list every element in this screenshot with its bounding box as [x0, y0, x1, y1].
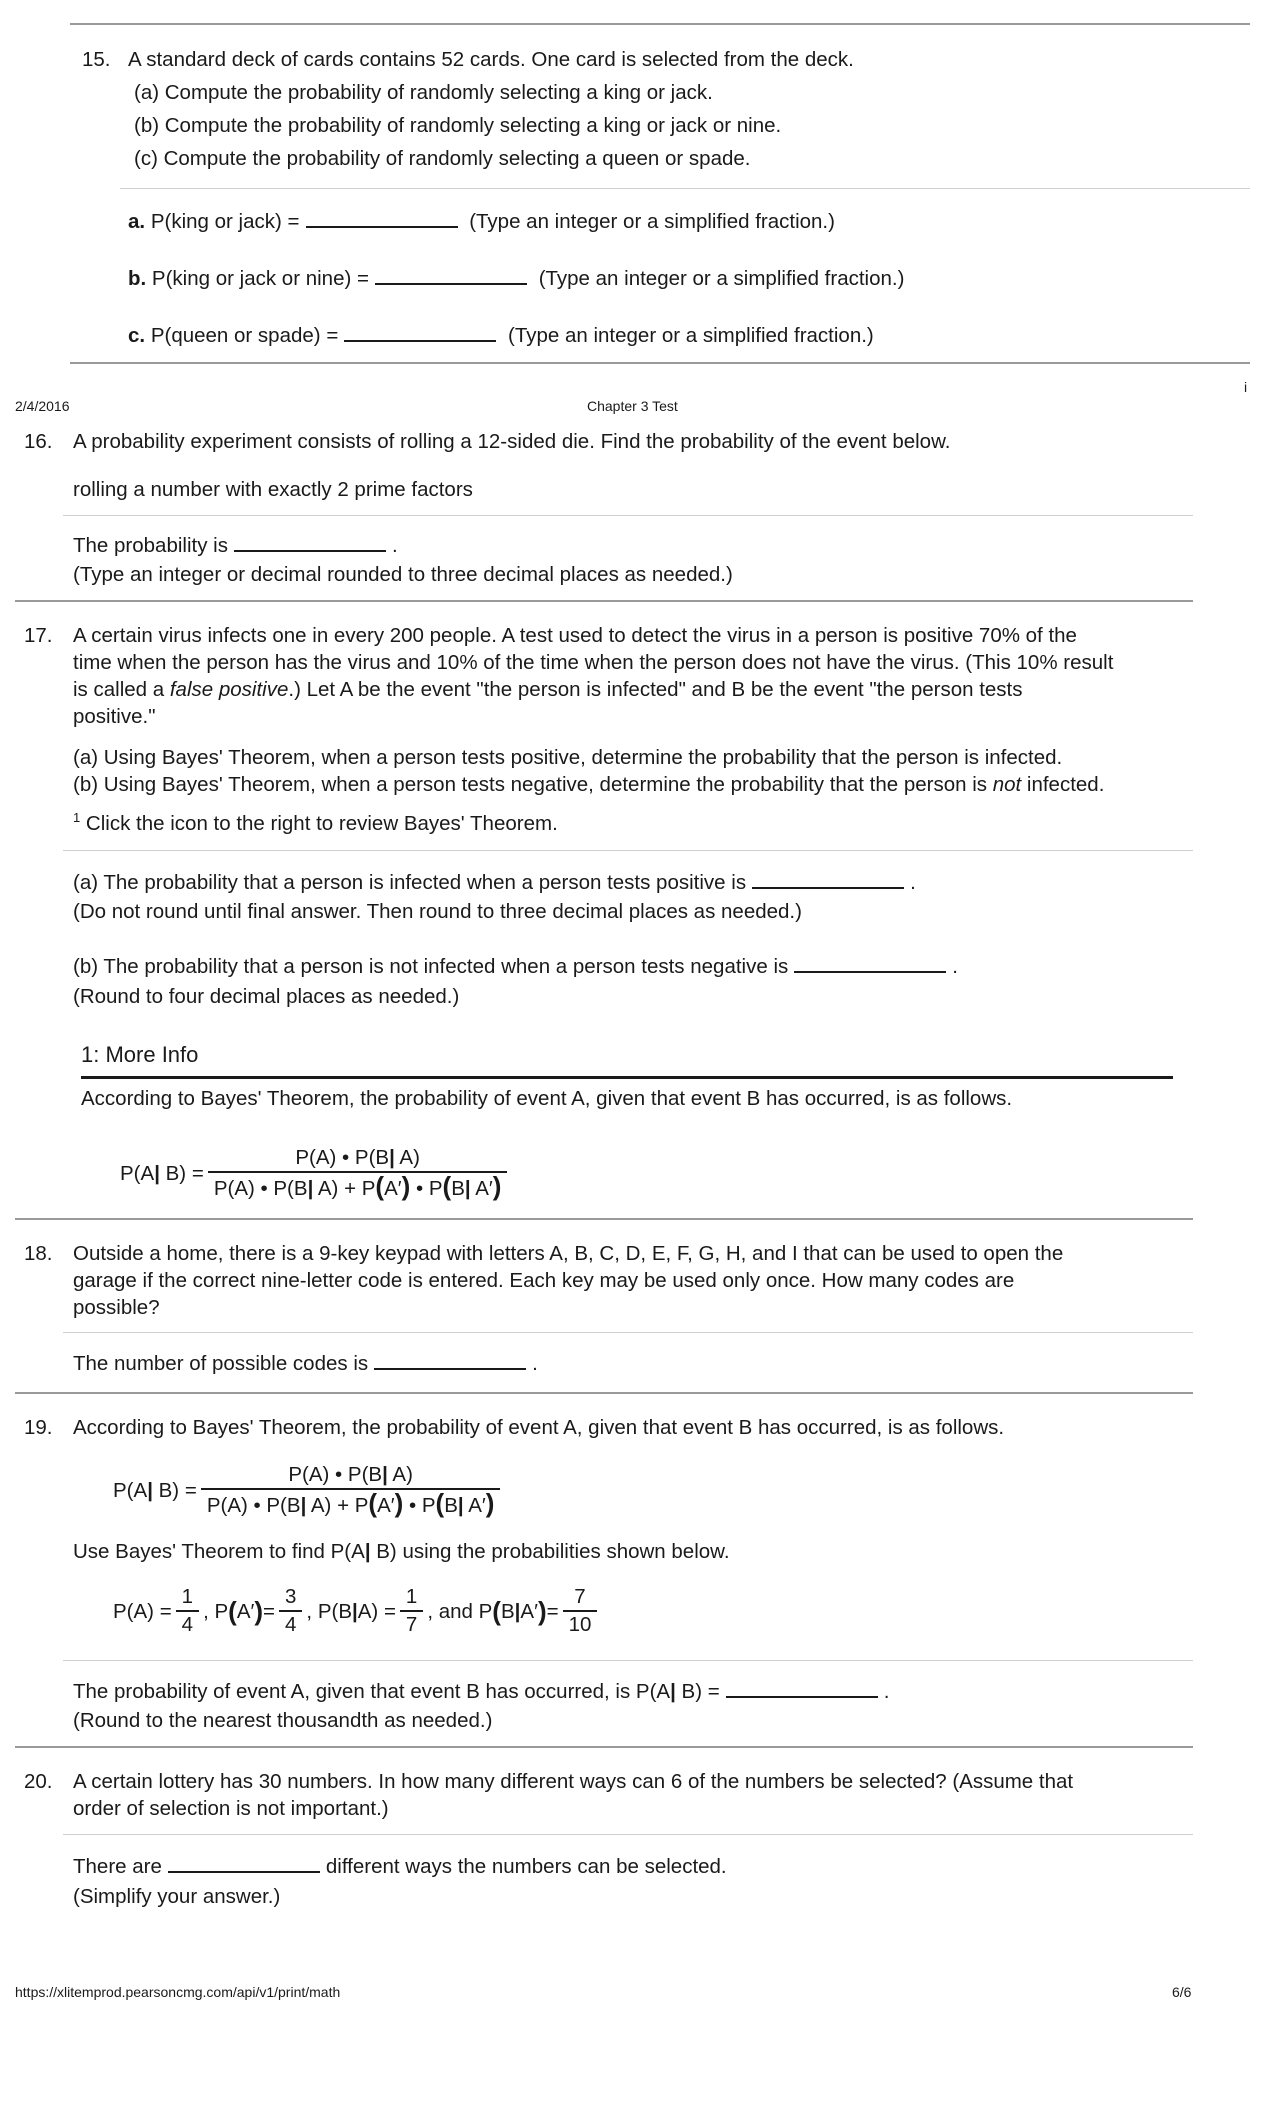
q15-answer-c-expr: P(queen or spade) = — [150, 324, 339, 347]
q15-answer-c — [128, 320, 874, 349]
more-info-title: 1: More Info — [81, 1042, 199, 1067]
q15-answer-b — [128, 263, 904, 292]
q16-answer-prefix: The probability is — [73, 534, 228, 557]
page-title: Chapter 3 Test — [587, 398, 678, 414]
frac-pa: $\frac{1}{4}$ — [176, 1584, 199, 1638]
q17-part-b — [73, 771, 1104, 798]
q17-footnote[interactable] — [73, 810, 558, 837]
q18-number: 18. — [24, 1242, 53, 1265]
q17-answer-b — [73, 951, 958, 980]
q17-answer-a-hint: (Do not round until final answer. Then round to three decimal places as needed.) — [73, 900, 802, 923]
q15-answer-a-expr: P(king or jack) = — [150, 210, 300, 233]
q20-hint: (Simplify your answer.) — [73, 1885, 281, 1908]
edge-mark: i — [1244, 379, 1248, 395]
q15-answer-c-label: c. — [128, 324, 146, 347]
q19-divider — [63, 1660, 1193, 1661]
q17-part-b-post: infected. — [1021, 773, 1105, 796]
q19-hint: (Round to the nearest thousandth as needed.) — [73, 1709, 493, 1732]
q16-stem: A probability experiment consists of rolling a 12-sided die. Find the probability of the event below. — [73, 430, 951, 453]
formula-fraction — [201, 1462, 501, 1519]
q15-answer-a-input[interactable] — [306, 206, 458, 228]
formula-denominator: P(A) • P(B| A) + P(A′) • P(B| A′) — [201, 1488, 501, 1519]
q18-divider — [63, 1332, 1193, 1333]
q20-stem-line-1: A certain lottery has 30 numbers. In how many different ways can 6 of the numbers be selected? (Assume that — [73, 1770, 1074, 1793]
q18-answer-input[interactable] — [374, 1348, 526, 1370]
top-rule — [70, 23, 1250, 25]
q17-stem-line-1: A certain virus infects one in every 200 people. A test used to detect the virus in a person is positive 70% of the — [73, 624, 1077, 647]
q20-stem-line-2: order of selection is not important.) — [73, 1797, 389, 1820]
q16-answer — [73, 530, 398, 559]
q17-footnote-text: Click the icon to the right to review Bayes' Theorem. — [80, 812, 558, 835]
q17-stem-line-2: time when the person has the virus and 10% of the time when the person does not have the virus. (This 10% result — [73, 651, 1114, 674]
q15-answer-c-input[interactable] — [344, 320, 496, 342]
q16-answer-input[interactable] — [234, 530, 386, 552]
q16-answer-suffix: . — [391, 534, 398, 557]
q16-number: 16. — [24, 430, 53, 453]
q18-end-rule — [15, 1392, 1193, 1394]
formula-numerator: P(A) • P(B| A) — [295, 1145, 420, 1169]
footer-page-number: 6/6 — [1172, 1984, 1192, 2000]
q15-answer-c-hint: (Type an integer or a simplified fraction.) — [508, 324, 874, 347]
q15-answer-a-label: a. — [128, 210, 146, 233]
q17-footnote-mark: 1 — [73, 810, 81, 826]
formula-lhs: P(A| B) = — [120, 1161, 204, 1185]
bayes-formula-q19 — [113, 1450, 504, 1530]
q16-divider — [63, 515, 1193, 516]
q15-answer-b-input[interactable] — [375, 263, 527, 285]
q18-answer — [73, 1348, 538, 1377]
q17-end-rule — [15, 1218, 1193, 1220]
q17-answer-a-input[interactable] — [752, 867, 904, 889]
q19-given-probabilities: P(A) = $\frac{1}{4}$ , P ( A′ ) = $\frac{3}{4}$ , P(B | A) = $\frac{1}{7}$ , and P ( B | A′ ) = $\frac{7}{10}$ — [113, 1575, 601, 1647]
q15-answer-a — [128, 206, 835, 235]
q18-answer-suffix: . — [532, 1352, 538, 1375]
q15-answer-b-label: b. — [128, 267, 147, 290]
q19-stem: According to Bayes' Theorem, the probability of event A, given that event B has occurred, is as follows. — [73, 1416, 1005, 1439]
q17-answer-b-input[interactable] — [794, 951, 946, 973]
q17-answer-b-hint: (Round to four decimal places as needed.) — [73, 985, 460, 1008]
q17-answer-a-period: . — [910, 871, 916, 894]
q17-answer-b-text: (b) The probability that a person is not infected when a person tests negative is — [73, 955, 789, 978]
q15-end-rule — [70, 362, 1250, 364]
q15-answer-b-expr: P(king or jack or nine) = — [151, 267, 369, 290]
q15-stem: A standard deck of cards contains 52 cards. One card is selected from the deck. — [128, 48, 854, 71]
q17-stem-line-3b: .) Let A be the event "the person is infected" and B be the event "the person tests — [288, 678, 1023, 701]
q15-number: 15. — [82, 48, 111, 71]
q18-stem-line-3: possible? — [73, 1296, 160, 1319]
frac-pba: $\frac{1}{7}$ — [400, 1584, 423, 1638]
q17-part-a: (a) Using Bayes' Theorem, when a person tests positive, determine the probability that the person is infected. — [73, 746, 1063, 769]
q15-part-a: (a) Compute the probability of randomly selecting a king or jack. — [134, 81, 713, 104]
q19-answer: The probability of event A, given that event B has occurred, is P(A| B) = . — [73, 1676, 889, 1705]
q17-stem-line-3 — [73, 676, 1023, 703]
q17-stem-line-4: positive." — [73, 705, 156, 728]
q15-divider — [120, 188, 1250, 189]
q20-number: 20. — [24, 1770, 53, 1793]
footer-url[interactable]: https://xlitemprod.pearsoncmg.com/api/v1/print/math — [15, 1984, 341, 2000]
q16-hint: (Type an integer or decimal rounded to three decimal places as needed.) — [73, 563, 733, 586]
q17-number: 17. — [24, 624, 53, 647]
q19-end-rule — [15, 1746, 1193, 1748]
q20-answer-input[interactable] — [168, 1851, 320, 1873]
q16-end-rule — [15, 600, 1193, 602]
more-info-rule — [81, 1076, 1173, 1079]
more-info-text: According to Bayes' Theorem, the probability of event A, given that event B has occurred, is as follows. — [81, 1087, 1013, 1110]
q19-number: 19. — [24, 1416, 53, 1439]
q17-answer-b-period: . — [952, 955, 958, 978]
q16-event: rolling a number with exactly 2 prime factors — [73, 478, 473, 501]
q17-part-b-em: not — [992, 773, 1022, 796]
formula-denominator: P(A) • P(B| A) + P(A′) • P(B| A′) — [208, 1171, 508, 1202]
q15-answer-b-hint: (Type an integer or a simplified fraction.) — [538, 267, 905, 290]
q17-answer-a-text: (a) The probability that a person is infected when a person tests positive is — [73, 871, 747, 894]
q17-stem-line-3a: is called a — [73, 678, 170, 701]
frac-paprime: $\frac{3}{4}$ — [279, 1584, 302, 1638]
q15-part-b: (b) Compute the probability of randomly selecting a king or jack or nine. — [134, 114, 782, 137]
q18-stem-line-2: garage if the correct nine-letter code is entered. Each key may be used only once. How many codes are — [73, 1269, 1015, 1292]
q15-answer-a-hint: (Type an integer or a simplified fraction.) — [469, 210, 835, 233]
q18-stem-line-1: Outside a home, there is a 9-key keypad with letters A, B, C, D, E, F, G, H, and I that can be used to open the — [73, 1242, 1064, 1265]
q19-answer-input[interactable] — [726, 1676, 878, 1698]
formula-lhs: P(A| B) = — [113, 1478, 197, 1502]
q20-divider — [63, 1834, 1193, 1835]
q20-answer: There are different ways the numbers can be selected. — [73, 1851, 727, 1880]
formula-numerator: P(A) • P(B| A) — [288, 1462, 413, 1486]
q15-part-c: (c) Compute the probability of randomly selecting a queen or spade. — [134, 147, 751, 170]
formula-fraction — [208, 1145, 508, 1202]
q17-part-b-pre: (b) Using Bayes' Theorem, when a person tests negative, determine the probability that the person is — [73, 773, 993, 796]
q17-answer-a — [73, 867, 916, 896]
print-date: 2/4/2016 — [15, 398, 70, 414]
q17-false-positive: false positive — [169, 678, 289, 701]
bayes-formula-q17 — [120, 1133, 511, 1213]
q19-use-line: Use Bayes' Theorem to find P(A| B) using the probabilities shown below. — [73, 1540, 730, 1563]
frac-pbaprime: $\frac{7}{10}$ — [563, 1584, 598, 1638]
q18-answer-prefix: The number of possible codes is — [73, 1352, 369, 1375]
q17-divider — [63, 850, 1193, 851]
